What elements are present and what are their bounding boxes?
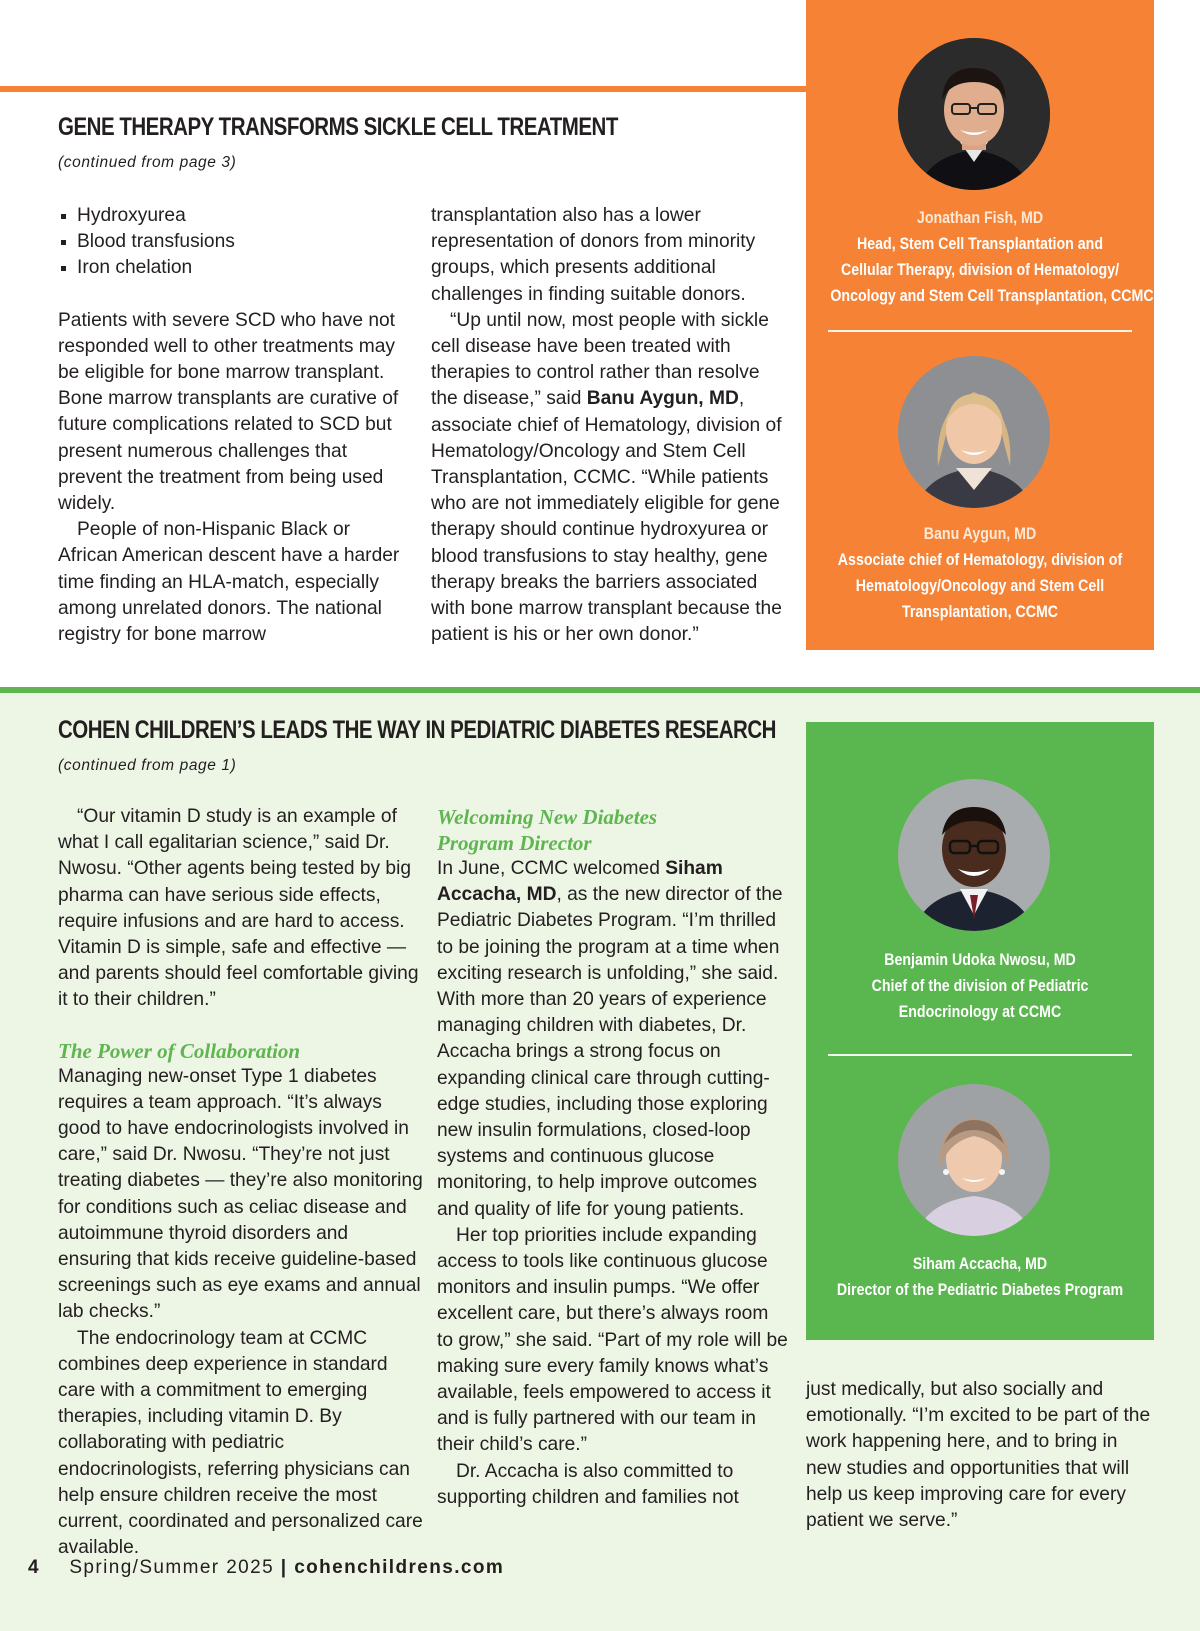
quote-text: , associate chief of Hematology, division of Hematology/Oncology and Stem Cell Transplantation, CCMC. “While patients who are not immediately eligible for gene therapy should continue hydroxyurea or blood transfusions to stay healthy, gene therapy breaks the barriers associated with bone marrow transplant because the patient is his or her own donor.”: [431, 388, 782, 646]
paragraph: Her top priorities include expanding access to tools like continuous glucose monitors and insulin pumps. “We offer excellent care, but there’s always room to grow,” she said. “Part of my role will be making sure every family knows what’s available, feels empowered to access it and is fully partnered with our team in their child’s care.”: [437, 1224, 788, 1456]
orange-sidebar: [806, 0, 1154, 650]
paragraph: [437, 856, 789, 1223]
list-item: Iron chelation: [58, 255, 413, 281]
green-rule: [0, 687, 1200, 693]
person-name: Banu Aygun, MD: [586, 388, 739, 410]
paragraph: Patients with severe SCD who have not responded well to other treatments may be eligible for bone marrow transplant. Bone marrow transplants are curative of future complications related to SCD but present numerous challenges that prevent the treatment from being used widely.: [58, 309, 399, 515]
article2-continued: (continued from page 1): [58, 757, 237, 774]
caption-siham-accacha: [830, 1251, 1129, 1303]
person-name: Siham Accacha, MD: [437, 858, 723, 906]
article2-column-2: [437, 804, 789, 1511]
paragraph: just medically, but also socially and emotionally. “I’m excited to be part of the work happening here, and to bring in new studies and opportunities that will help us keep improving care for every patient we serve.”: [806, 1379, 1151, 1532]
paragraph: People of non-Hispanic Black or African American descent have a harder time finding an HLA-match, especially among unrelated donors. The national registry for bone marrow: [58, 519, 400, 646]
article1-column-2: [431, 203, 791, 648]
paragraph: “Our vitamin D study is an example of what I call egalitarian science,” said Dr. Nwosu. “Other agents being tested by big pharma can have serious side effects, require infusions and are hard to access. Vitamin D is simple, safe and effective — and parents should feel comfortable giving it to their children.”: [58, 806, 419, 1011]
caption-name: Banu Aygun, MD: [923, 525, 1037, 543]
portrait-siham-accacha: [898, 1084, 1050, 1236]
caption-name: Benjamin Udoka Nwosu, MD: [884, 951, 1076, 969]
article1-column-1: [58, 203, 413, 648]
subhead-line: Program Director: [437, 831, 592, 855]
caption-role: Hematology/Oncology and Stem Cell: [855, 577, 1105, 595]
portrait-banu-aygun: [898, 356, 1050, 508]
subhead-welcoming: [437, 804, 789, 856]
subhead-collaboration: The Power of Collaboration: [58, 1038, 301, 1063]
paragraph: The endocrinology team at CCMC combines deep experience in standard care with a commitment to emerging therapies, including vitamin D. By collaborating with pediatric endocrinologists, referring physicians can help ensure children receive the most current, coordinated and personalized care available.: [58, 1327, 423, 1559]
caption-role: Oncology and Stem Cell Transplantation, CCMC: [830, 287, 1154, 305]
article2-title-wrap: [58, 716, 934, 745]
list-item: Blood transfusions: [58, 229, 413, 255]
paragraph: Managing new-onset Type 1 diabetes requires a team approach. “It’s always good to have endocrinologists involved in care,” said Dr. Nwosu. “They’re not just treating diabetes — they’re also monitoring for conditions such as celiac disease and autoimmune thyroid disorders and ensuring that kids receive guideline-based screenings such as eye exams and annual lab checks.”: [58, 1065, 423, 1323]
footer-separator: |: [280, 1557, 288, 1578]
paragraph: Dr. Accacha is also committed to supporting children and families not: [437, 1460, 739, 1508]
caption-role: Associate chief of Hematology, division of: [837, 551, 1123, 569]
caption-role: Endocrinology at CCMC: [898, 1003, 1062, 1021]
sidebar-divider: [828, 1054, 1132, 1056]
subhead-line: Welcoming New Diabetes: [437, 805, 658, 829]
treatment-list: [58, 203, 413, 282]
paragraph: [431, 308, 791, 649]
issue-label: Spring/Summer 2025: [69, 1557, 275, 1578]
green-sidebar: [806, 722, 1154, 1340]
article1-continued: (continued from page 3): [58, 154, 237, 171]
caption-role: Head, Stem Cell Transplantation and: [856, 235, 1104, 253]
portrait-benjamin-nwosu: [898, 779, 1050, 931]
caption-jonathan-fish: [830, 205, 1154, 309]
footer: [28, 1557, 504, 1579]
orange-rule: [0, 86, 806, 92]
article2-title: COHEN CHILDREN’S LEADS THE WAY IN PEDIATRIC DIABETES RESEARCH: [58, 716, 776, 744]
caption-name: Siham Accacha, MD: [912, 1255, 1048, 1273]
caption-role: Cellular Therapy, division of Hematology/: [840, 261, 1120, 279]
website-link[interactable]: cohenchildrens.com: [294, 1557, 505, 1578]
sidebar-divider: [828, 330, 1132, 332]
caption-role: Director of the Pediatric Diabetes Program: [836, 1281, 1124, 1299]
caption-benjamin-nwosu: [830, 947, 1129, 1025]
article1-title: GENE THERAPY TRANSFORMS SICKLE CELL TREATMENT: [58, 113, 618, 141]
list-item: Hydroxyurea: [58, 203, 413, 229]
caption-role: Chief of the division of Pediatric: [871, 977, 1089, 995]
quote-text: “Up until now, most people with sickle cell disease have been treated with therapies to control rather than resolve the disease,” said: [431, 309, 769, 410]
paragraph: transplantation also has a lower representation of donors from minority groups, which presents additional challenges in finding suitable donors.: [431, 205, 756, 305]
paragraph-text: In June, CCMC welcomed: [437, 858, 666, 879]
article2-column-1: [58, 804, 423, 1561]
caption-name: Jonathan Fish, MD: [916, 209, 1044, 227]
page-number: 4: [28, 1557, 40, 1578]
portrait-jonathan-fish: [898, 38, 1050, 190]
article2-column-3: [806, 1377, 1156, 1534]
caption-role: Transplantation, CCMC: [901, 603, 1059, 621]
article1-title-wrap: [58, 113, 741, 142]
paragraph-text: , as the new director of the Pediatric Diabetes Program. “I’m thrilled to be joining the program at a time when exciting research is unfolding,” she said. With more than 20 years of experience managing children with diabetes, Dr. Accacha brings a strong focus on expanding clinical care through cutting-edge studies, including those exploring new insulin formulations, closed-loop systems and continuous glucose monitoring, to help improve outcomes and quality of life for young patients.: [437, 884, 783, 1220]
caption-banu-aygun: [830, 521, 1129, 625]
